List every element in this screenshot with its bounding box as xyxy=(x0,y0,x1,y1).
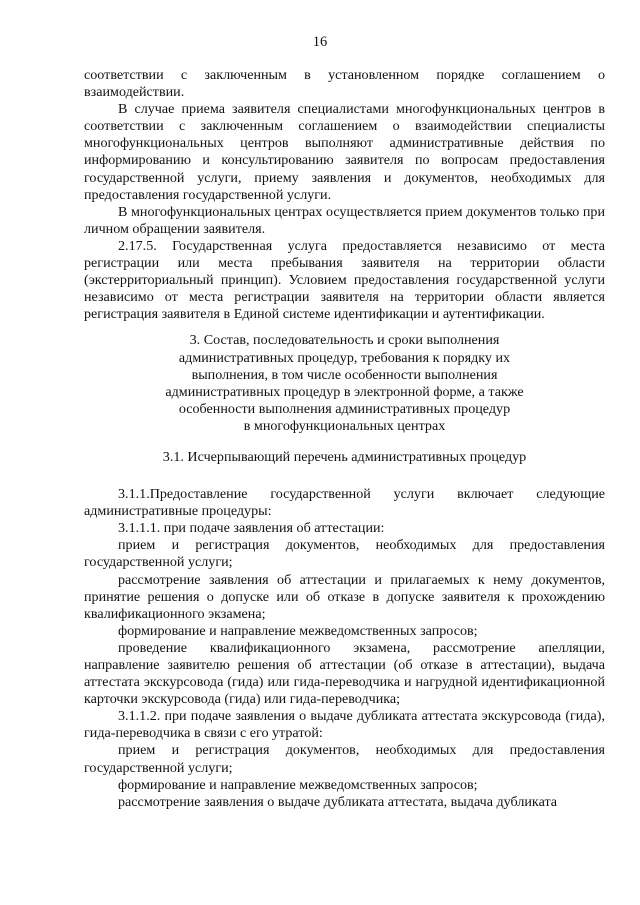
section-heading-line: 3. Состав, последовательность и сроки выполнения xyxy=(189,332,500,349)
section-heading-line: особенности выполнения административных процедур xyxy=(178,400,511,417)
paragraph-3-1-1-2: 3.1.1.2. при подаче заявления о выдаче дубликата аттестата экскурсовода (гида), гида-переводчика в связи с его утратой: xyxy=(84,708,605,742)
paragraph-continuation: соответствии с заключенным в установленном порядке соглашением о взаимодействии. xyxy=(84,67,605,101)
document-body xyxy=(84,67,605,811)
paragraph-2-17-5: 2.17.5. Государственная услуга предоставляется независимо от места регистрации или места пребывания заявителя на территории области (экстерриториальный принцип). Условием предоставления государственной услуги независимо от места регистрации заявителя на территории области является регистрация заявителя в Единой системе идентификации и аутентификации. xyxy=(84,237,605,323)
list-item: прием и регистрация документов, необходимых для предоставления государственной услуги; xyxy=(84,742,605,776)
list-item: рассмотрение заявления о выдаче дубликата аттестата, выдача дубликата xyxy=(118,793,558,810)
paragraph-personal-appeal: В многофункциональных центрах осуществляется прием документов только при личном обращении заявителя. xyxy=(84,203,605,237)
list-item: проведение квалификационного экзамена, рассмотрение апелляции, направление заявителю решения об аттестации (об отказе в аттестации), выдача аттестата экскурсовода (гида) или гида-переводчика и нагрудной идентификационной карточки экскурсовода (гида) или гида-переводчика; xyxy=(84,639,605,708)
section-heading-line: административных процедур, требования к порядку их xyxy=(178,349,511,366)
list-item: формирование и направление межведомственных запросов; xyxy=(118,622,478,639)
paragraph-3-1-1: 3.1.1.Предоставление государственной услуги включает следующие административные процедуры: xyxy=(84,486,605,520)
list-item: рассмотрение заявления об аттестации и прилагаемых к нему документов, принятие решения о допуске или об отказе в допуске заявителя к прохождению квалификационного экзамена; xyxy=(84,571,605,622)
section-heading-line: в многофункциональных центрах xyxy=(243,417,446,434)
list-item: формирование и направление межведомственных запросов; xyxy=(118,776,478,793)
page-number: 16 xyxy=(312,34,328,50)
section-heading-line: административных процедур в электронной форме, а также xyxy=(165,383,524,400)
section-heading-line: выполнения, в том числе особенности выполнения xyxy=(191,366,498,383)
subsection-3-1-heading: 3.1. Исчерпывающий перечень административных процедур xyxy=(162,448,527,465)
section-3-heading xyxy=(140,332,549,435)
paragraph-mfc-reception: В случае приема заявителя специалистами многофункциональных центров в соответствии с заключенным соглашением о взаимодействии специалисты многофункциональных центров выполняют административные действия по информированию и консультированию заявителя по вопросам предоставления государственной услуги, приему заявления и документов, необходимых для предоставления государственной услуги. xyxy=(84,101,605,203)
paragraph-3-1-1-1: 3.1.1.1. при подаче заявления об аттестации: xyxy=(118,520,385,537)
list-item: прием и регистрация документов, необходимых для предоставления государственной услуги; xyxy=(84,537,605,571)
